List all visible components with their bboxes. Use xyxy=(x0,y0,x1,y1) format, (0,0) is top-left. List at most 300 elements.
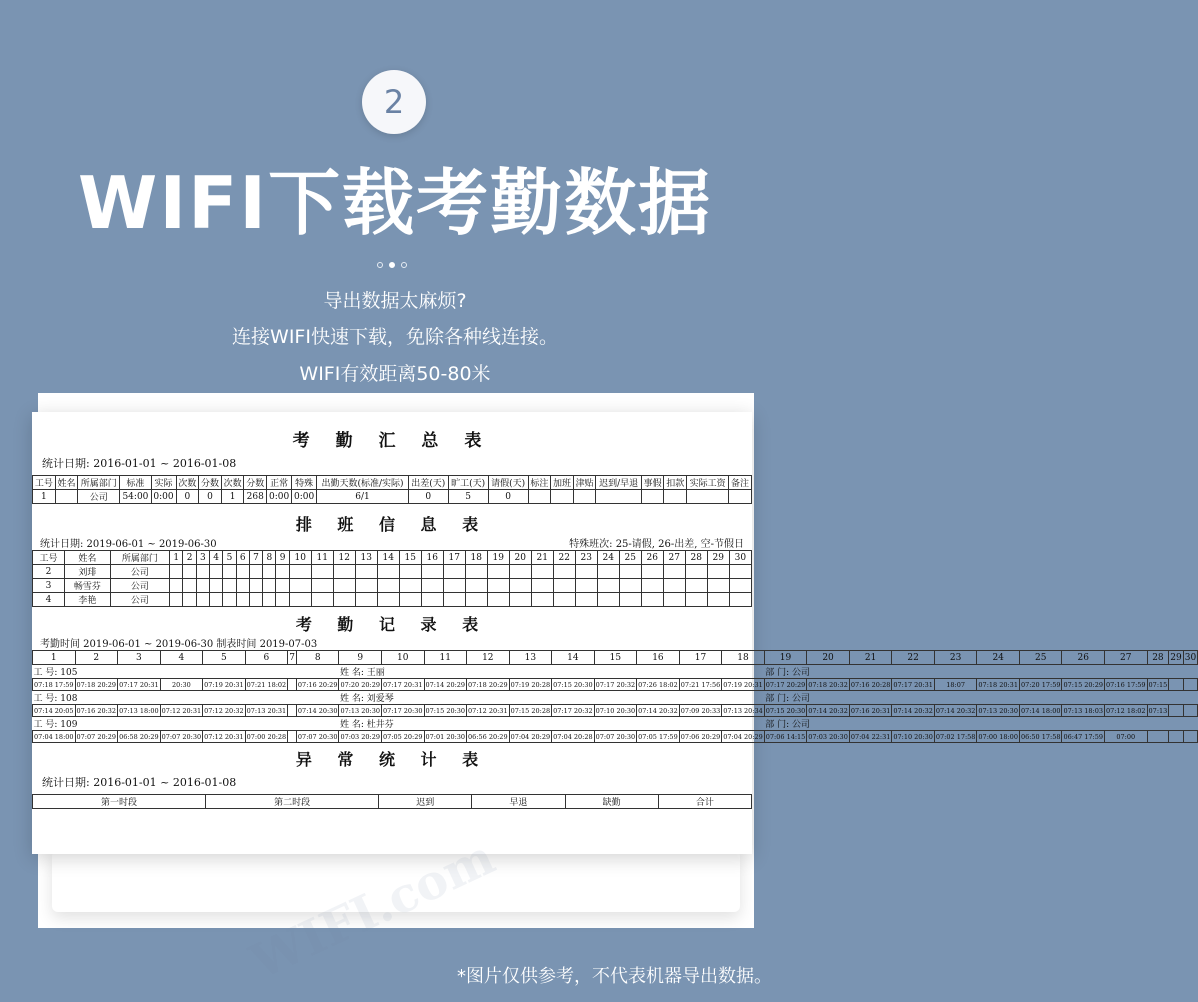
time-cell: 07:16 17:59 xyxy=(1106,680,1146,689)
schedule-dept: 公司 xyxy=(110,565,169,579)
day-header: 11 xyxy=(311,551,333,565)
time-cell: 06:50 17:58 xyxy=(1020,732,1061,741)
summary-cell: 268 xyxy=(244,490,267,504)
time-cell: 06:58 20:29 xyxy=(119,732,159,741)
summary-cell: 0 xyxy=(408,490,448,504)
schedule-cell xyxy=(276,579,289,593)
schedule-cell xyxy=(575,593,597,607)
day-header: 4 xyxy=(160,651,203,665)
schedule-cell xyxy=(575,579,597,593)
schedule-cell xyxy=(223,579,236,593)
schedule-cell xyxy=(183,593,196,607)
time-cell: 07:20 20:29 xyxy=(340,680,380,689)
time-cell: 07:07 20:30 xyxy=(595,732,636,741)
time-cell: 07:17 20:29 xyxy=(765,680,806,689)
schedule-cell xyxy=(333,579,355,593)
day-header: 7 xyxy=(289,652,295,663)
time-cell: 07:15 xyxy=(1148,680,1168,689)
summary-cell xyxy=(573,490,596,504)
day-header: 13 xyxy=(509,651,552,665)
schedule-cell xyxy=(707,579,729,593)
day-header: 23 xyxy=(934,651,977,665)
schedule-cell xyxy=(729,593,751,607)
summary-cell: 0 xyxy=(488,490,528,504)
time-cell: 07:19 20:31 xyxy=(723,680,763,689)
schedule-cell xyxy=(553,579,575,593)
abnormal-header: 缺勤 xyxy=(565,795,658,809)
time-cell: 07:17 20:31 xyxy=(382,680,423,689)
day-header: 10 xyxy=(289,551,311,565)
footnote: *图片仅供参考，不代表机器导出数据。 xyxy=(457,966,772,987)
summary-header: 次数 xyxy=(221,476,244,490)
time-cell: 07:15 20:29 xyxy=(1063,680,1104,689)
day-header: 24 xyxy=(597,551,619,565)
day-header: 20 xyxy=(807,651,850,665)
time-cell: 07:12 20:31 xyxy=(204,732,244,741)
time-cell: 07:04 18:00 xyxy=(34,732,74,741)
time-cell: 07:04 20:29 xyxy=(723,732,763,741)
day-header: 14 xyxy=(552,651,595,665)
abnormal-header: 第二时段 xyxy=(206,795,379,809)
day-header: 13 xyxy=(355,551,377,565)
summary-header: 备注 xyxy=(729,476,752,490)
time-cell: 07:13 20:31 xyxy=(246,706,287,715)
time-cell: 07:20 17:59 xyxy=(1020,680,1061,689)
schedule-cell xyxy=(196,565,209,579)
schedule-cell xyxy=(183,565,196,579)
day-header: 16 xyxy=(421,551,443,565)
schedule-header: 姓名 xyxy=(65,551,111,565)
summary-header: 分数 xyxy=(199,476,222,490)
summary-cell xyxy=(528,490,551,504)
time-cell: 07:12 18:02 xyxy=(1106,706,1146,715)
summary-header: 次数 xyxy=(176,476,199,490)
schedule-header: 所属部门 xyxy=(110,551,169,565)
day-header: 15 xyxy=(594,651,637,665)
day-header: 10 xyxy=(381,651,424,665)
schedule-cell xyxy=(465,593,487,607)
summary-cell: 54:00 xyxy=(120,490,151,504)
time-cell: 07:14 20:32 xyxy=(893,706,933,715)
day-header: 29 xyxy=(707,551,729,565)
day-header: 6 xyxy=(236,551,249,565)
employee-dept: 部 门: 公司 xyxy=(765,668,811,678)
time-cell: 07:18 20:31 xyxy=(978,680,1018,689)
schedule-cell xyxy=(487,593,509,607)
day-header: 17 xyxy=(679,651,722,665)
day-header: 12 xyxy=(467,651,510,665)
table-row xyxy=(33,593,752,607)
schedule-cell xyxy=(421,593,443,607)
day-header: 15 xyxy=(399,551,421,565)
day-header: 30 xyxy=(729,551,751,565)
schedule-cell xyxy=(443,593,465,607)
schedule-cell xyxy=(487,565,509,579)
table-row xyxy=(33,565,752,579)
summary-cell xyxy=(687,490,729,504)
schedule-cell xyxy=(509,579,531,593)
schedule-cell xyxy=(289,593,311,607)
schedule-title: 排 班 信 息 表 xyxy=(295,515,489,534)
day-header: 18 xyxy=(465,551,487,565)
schedule-header: 工号 xyxy=(33,551,65,565)
schedule-cell xyxy=(531,565,553,579)
schedule-cell xyxy=(236,593,249,607)
schedule-table xyxy=(32,550,752,607)
time-cell: 07:19 20:28 xyxy=(510,680,551,689)
subtitle-line-2: 连接WIFI快速下载，免除各种线连接。 xyxy=(232,326,558,348)
time-cell xyxy=(288,705,297,717)
schedule-cell xyxy=(487,579,509,593)
time-cell: 07:09 20:33 xyxy=(680,706,721,715)
schedule-cell xyxy=(421,579,443,593)
time-cell: 07:04 20:29 xyxy=(510,732,551,741)
schedule-cell xyxy=(210,579,223,593)
time-cell: 07:01 20:30 xyxy=(425,732,466,741)
time-cell: 07:13 xyxy=(1148,706,1168,715)
time-cell: 07:26 18:02 xyxy=(638,680,678,689)
schedule-cell xyxy=(210,593,223,607)
day-header: 3 xyxy=(196,551,209,565)
summary-header: 标注 xyxy=(528,476,551,490)
time-cell: 07:14 20:05 xyxy=(34,706,74,715)
day-header: 18 xyxy=(722,651,765,665)
schedule-cell xyxy=(289,579,311,593)
employee-name: 姓 名: 杜井芬 xyxy=(339,720,394,730)
time-cell: 07:03 20:29 xyxy=(340,732,380,741)
day-header: 12 xyxy=(333,551,355,565)
schedule-cell xyxy=(377,579,399,593)
time-cell: 06:47 17:59 xyxy=(1063,732,1104,741)
schedule-cell xyxy=(311,579,333,593)
time-cell xyxy=(1183,705,1197,717)
day-header: 16 xyxy=(637,651,680,665)
day-header: 8 xyxy=(296,651,339,665)
schedule-cell xyxy=(509,565,531,579)
time-cell: 07:17 20:32 xyxy=(553,706,593,715)
day-header: 22 xyxy=(553,551,575,565)
time-cell: 07:12 20:31 xyxy=(468,706,508,715)
time-cell xyxy=(288,731,297,743)
time-cell: 07:02 17:58 xyxy=(935,732,976,741)
abnormal-period: 统计日期: 2016-01-01 ~ 2016-01-08 xyxy=(42,776,237,789)
schedule-note: 特殊班次: 25-请假, 26-出差, 空-节假日 xyxy=(569,539,744,550)
attendance-document xyxy=(32,412,1197,854)
schedule-cell xyxy=(170,593,183,607)
summary-header: 出勤天数(标准/实际) xyxy=(317,476,409,490)
time-cell: 07:04 22:31 xyxy=(850,732,891,741)
employee-id: 工 号: 109 xyxy=(33,720,78,730)
step-number-badge: 2 xyxy=(362,70,426,134)
time-cell: 07:16 20:32 xyxy=(76,706,117,715)
time-cell: 07:17 20:31 xyxy=(119,680,159,689)
summary-header: 工号 xyxy=(33,476,56,490)
day-header: 26 xyxy=(1062,651,1105,665)
schedule-cell xyxy=(619,593,641,607)
table-row xyxy=(33,579,752,593)
day-header: 22 xyxy=(892,651,935,665)
time-cell: 07:13 20:30 xyxy=(978,706,1018,715)
day-header: 2 xyxy=(183,551,196,565)
time-cell xyxy=(1169,731,1183,743)
abnormal-header: 早退 xyxy=(472,795,565,809)
schedule-cell xyxy=(399,579,421,593)
time-cell: 07:06 14:15 xyxy=(765,732,806,741)
dot xyxy=(377,262,383,268)
schedule-cell xyxy=(685,565,707,579)
day-header: 20 xyxy=(509,551,531,565)
time-cell: 07:15 20:30 xyxy=(765,706,806,715)
summary-header: 正常 xyxy=(267,476,292,490)
schedule-cell xyxy=(196,593,209,607)
day-header: 23 xyxy=(575,551,597,565)
schedule-cell xyxy=(196,579,209,593)
schedule-dept: 公司 xyxy=(110,593,169,607)
schedule-name: 李艳 xyxy=(65,593,111,607)
schedule-cell xyxy=(263,593,276,607)
day-header: 1 xyxy=(170,551,183,565)
time-cell: 07:14 18:00 xyxy=(1020,706,1061,715)
abnormal-title: 异 常 统 计 表 xyxy=(295,750,489,769)
summary-header: 迟到/早退 xyxy=(596,476,641,490)
schedule-cell xyxy=(575,565,597,579)
day-header: 6 xyxy=(245,651,288,665)
summary-cell xyxy=(596,490,641,504)
time-cell: 07:04 20:28 xyxy=(553,732,593,741)
schedule-cell xyxy=(597,579,619,593)
time-cell xyxy=(288,679,297,691)
time-cell: 07:13 18:00 xyxy=(119,706,159,715)
schedule-name: 刘琲 xyxy=(65,565,111,579)
time-cell xyxy=(1147,731,1169,743)
time-cell: 07:18 20:29 xyxy=(76,680,117,689)
day-header: 21 xyxy=(531,551,553,565)
schedule-cell xyxy=(465,579,487,593)
time-cell: 07:17 20:30 xyxy=(382,706,423,715)
summary-cell: 0:00 xyxy=(267,490,292,504)
summary-header: 特殊 xyxy=(292,476,317,490)
time-cell: 07:10 20:30 xyxy=(893,732,933,741)
employee-id: 工 号: 108 xyxy=(33,694,78,704)
time-cell xyxy=(1183,731,1197,743)
records-table xyxy=(32,650,1198,743)
schedule-cell xyxy=(685,579,707,593)
time-cell: 07:14 20:32 xyxy=(808,706,848,715)
summary-cell xyxy=(664,490,687,504)
day-header: 14 xyxy=(377,551,399,565)
time-cell: 07:17 20:31 xyxy=(893,680,933,689)
day-header: 17 xyxy=(443,551,465,565)
summary-header: 实际 xyxy=(151,476,176,490)
summary-header: 所属部门 xyxy=(78,476,120,490)
time-cell: 07:00 20:28 xyxy=(246,732,287,741)
summary-table xyxy=(32,475,752,504)
summary-cell: 0 xyxy=(199,490,222,504)
schedule-cell xyxy=(399,565,421,579)
schedule-cell xyxy=(333,565,355,579)
time-cell: 07:16 20:28 xyxy=(850,680,891,689)
summary-header: 加班 xyxy=(551,476,574,490)
day-header: 2 xyxy=(75,651,118,665)
time-cell: 20:30 xyxy=(160,679,203,691)
summary-cell xyxy=(55,490,78,504)
time-cell: 07:00 18:00 xyxy=(978,732,1018,741)
day-header: 3 xyxy=(118,651,161,665)
schedule-cell xyxy=(249,565,262,579)
summary-cell xyxy=(729,490,752,504)
time-cell: 07:16 20:29 xyxy=(297,680,338,689)
abnormal-header: 迟到 xyxy=(379,795,472,809)
time-cell: 07:14 20:32 xyxy=(935,706,976,715)
summary-cell: 1 xyxy=(221,490,244,504)
time-cell: 07:14 20:30 xyxy=(297,706,338,715)
schedule-cell xyxy=(170,579,183,593)
day-header: 30 xyxy=(1184,652,1197,663)
summary-cell: 公司 xyxy=(78,490,120,504)
schedule-cell xyxy=(377,565,399,579)
time-cell: 07:21 18:02 xyxy=(246,680,287,689)
schedule-name: 畅雪芬 xyxy=(65,579,111,593)
schedule-cell xyxy=(641,593,663,607)
schedule-cell xyxy=(443,579,465,593)
schedule-cell xyxy=(276,593,289,607)
day-header: 9 xyxy=(339,651,382,665)
employee-id: 工 号: 105 xyxy=(33,668,78,678)
abnormal-header: 第一时段 xyxy=(33,795,206,809)
schedule-period: 统计日期: 2019-06-01 ~ 2019-06-30 xyxy=(40,539,217,550)
time-cell: 07:12 20:32 xyxy=(204,706,244,715)
schedule-cell xyxy=(641,565,663,579)
day-header: 9 xyxy=(276,551,289,565)
dot xyxy=(401,262,407,268)
schedule-cell xyxy=(333,593,355,607)
schedule-cell xyxy=(355,593,377,607)
time-cell: 07:17 20:32 xyxy=(595,680,636,689)
schedule-cell xyxy=(663,579,685,593)
schedule-cell xyxy=(707,593,729,607)
employee-name: 姓 名: 王丽 xyxy=(339,668,385,678)
time-cell: 07:06 20:29 xyxy=(680,732,721,741)
day-header: 7 xyxy=(249,551,262,565)
summary-header: 实际工资 xyxy=(687,476,729,490)
schedule-cell xyxy=(170,565,183,579)
schedule-cell xyxy=(223,593,236,607)
schedule-cell xyxy=(553,565,575,579)
schedule-id: 4 xyxy=(33,593,65,607)
employee-name: 姓 名: 刘爱琴 xyxy=(339,694,394,704)
time-cell: 07:12 20:31 xyxy=(161,706,202,715)
summary-period: 统计日期: 2016-01-01 ~ 2016-01-08 xyxy=(42,457,237,470)
schedule-cell xyxy=(619,565,641,579)
day-header: 8 xyxy=(263,551,276,565)
time-cell: 07:14 20:29 xyxy=(425,680,466,689)
time-cell: 07:13 20:30 xyxy=(340,706,380,715)
summary-header: 事假 xyxy=(641,476,664,490)
dot-active xyxy=(389,262,395,268)
summary-header: 旷工(天) xyxy=(448,476,488,490)
time-cell: 07:21 17:56 xyxy=(680,680,721,689)
day-header: 19 xyxy=(764,651,807,665)
employee-dept: 部 门: 公司 xyxy=(765,720,811,730)
day-header: 25 xyxy=(1019,651,1062,665)
records-title: 考 勤 记 录 表 xyxy=(295,615,489,634)
day-header: 4 xyxy=(210,551,223,565)
time-cell xyxy=(1169,679,1183,691)
schedule-cell xyxy=(236,565,249,579)
time-cell: 07:15 20:30 xyxy=(553,680,593,689)
schedule-dept: 公司 xyxy=(110,579,169,593)
schedule-id: 3 xyxy=(33,579,65,593)
day-header: 5 xyxy=(203,651,246,665)
day-header: 19 xyxy=(487,551,509,565)
summary-cell: 5 xyxy=(448,490,488,504)
subtitle-line-3: WIFI有效距离50-80米 xyxy=(299,363,491,385)
time-cell: 07:18 20:32 xyxy=(808,680,848,689)
summary-cell: 0 xyxy=(176,490,199,504)
schedule-cell xyxy=(263,565,276,579)
schedule-cell xyxy=(210,565,223,579)
time-cell: 07:00 xyxy=(1105,731,1148,743)
time-cell: 07:19 20:31 xyxy=(204,680,244,689)
schedule-cell xyxy=(223,565,236,579)
abnormal-table xyxy=(32,794,752,809)
schedule-cell xyxy=(663,565,685,579)
time-cell: 07:03 20:30 xyxy=(808,732,848,741)
records-meta: 考勤时间 2019-06-01 ~ 2019-06-30 制表时间 2019-07-03 xyxy=(40,639,318,650)
time-cell: 07:13 18:03 xyxy=(1063,706,1104,715)
schedule-cell xyxy=(236,579,249,593)
schedule-cell xyxy=(729,565,751,579)
day-header: 26 xyxy=(641,551,663,565)
time-cell: 18:07 xyxy=(934,679,977,691)
day-header: 29 xyxy=(1170,652,1182,663)
summary-title: 考 勤 汇 总 表 xyxy=(292,431,492,451)
day-header: 1 xyxy=(33,651,76,665)
summary-cell: 6/1 xyxy=(317,490,409,504)
time-cell: 07:16 20:31 xyxy=(850,706,891,715)
day-header: 5 xyxy=(223,551,236,565)
time-cell: 07:07 20:30 xyxy=(297,732,338,741)
day-header: 11 xyxy=(424,651,467,665)
schedule-cell xyxy=(355,565,377,579)
schedule-cell xyxy=(249,579,262,593)
summary-cell: 0:00 xyxy=(151,490,176,504)
employee-dept: 部 门: 公司 xyxy=(765,694,811,704)
time-cell: 07:05 17:59 xyxy=(638,732,678,741)
schedule-cell xyxy=(355,579,377,593)
time-cell: 07:18 20:29 xyxy=(468,680,508,689)
schedule-cell xyxy=(729,579,751,593)
time-cell: 07:14 20:32 xyxy=(638,706,678,715)
schedule-cell xyxy=(685,593,707,607)
summary-header: 分数 xyxy=(244,476,267,490)
schedule-cell xyxy=(531,579,553,593)
summary-cell xyxy=(641,490,664,504)
schedule-cell xyxy=(263,579,276,593)
schedule-cell xyxy=(276,565,289,579)
time-cell: 07:10 20:30 xyxy=(595,706,636,715)
day-header: 25 xyxy=(619,551,641,565)
schedule-cell xyxy=(663,593,685,607)
schedule-cell xyxy=(377,593,399,607)
summary-header: 标准 xyxy=(120,476,151,490)
day-header: 27 xyxy=(1105,651,1148,665)
time-cell xyxy=(1169,705,1183,717)
summary-header: 扣款 xyxy=(664,476,687,490)
day-header: 24 xyxy=(977,651,1020,665)
schedule-cell xyxy=(311,593,333,607)
summary-cell: 1 xyxy=(33,490,56,504)
